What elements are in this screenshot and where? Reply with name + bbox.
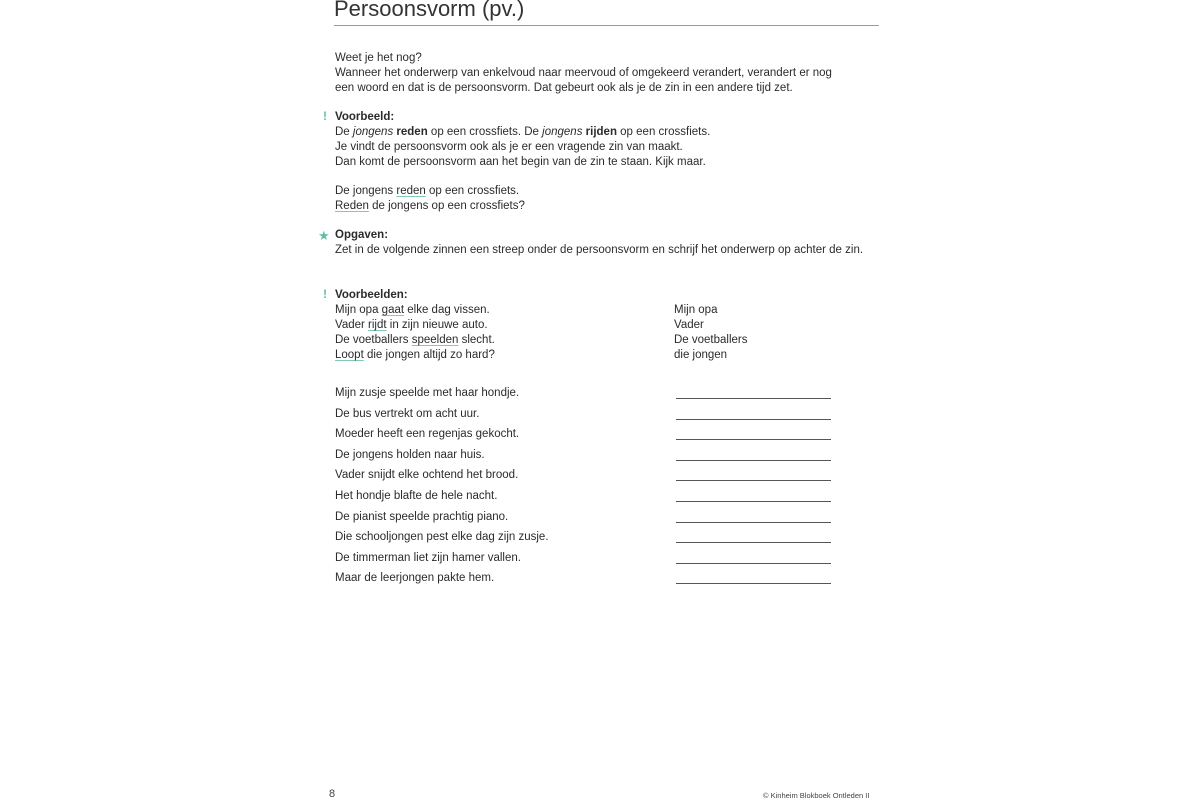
exercise-row (335, 552, 835, 573)
example-answer: De voetballers (674, 334, 748, 346)
exercise-sentence: Vader snijdt elke ochtend het brood. (335, 469, 519, 482)
intro-line-1: Weet je het nog? (335, 52, 422, 64)
voorbeelden-sentences (335, 303, 495, 363)
example-sentence: Vader rijdt in zijn nieuwe auto. (335, 319, 488, 331)
intro-line-2: Wanneer het onderwerp van enkelvoud naar meervoud of omgekeerd verandert, verandert er nog (335, 67, 832, 79)
exercise-sentence: Die schooljongen pest elke dag zijn zusje. (335, 531, 549, 544)
answer-line[interactable] (676, 439, 831, 440)
example-sentence: De voetballers speelden slecht. (335, 334, 495, 346)
exercise-sentence: De timmerman liet zijn hamer vallen. (335, 551, 521, 564)
opgaven-instruction: Zet in de volgende zinnen een streep onder de persoonsvorm en schrijf het onderwerp op achter de zin. (335, 244, 864, 256)
exercise-row (335, 449, 835, 470)
voorbeeld-line-3: Dan komt de persoonsvorm aan het begin van de zin te staan. Kijk maar. (335, 156, 706, 168)
voorbeeld-section (335, 110, 865, 170)
star-icon: ★ (318, 228, 330, 243)
title-divider (334, 25, 879, 26)
exercise-row (335, 469, 835, 490)
exercise-list (335, 387, 835, 593)
exercise-sentence: Het hondje blafte de hele nacht. (335, 489, 498, 502)
voorbeeld-question-demo (335, 184, 865, 214)
voorbeelden-answers (674, 303, 748, 363)
exercise-sentence: Maar de leerjongen pakte hem. (335, 572, 495, 585)
answer-line[interactable] (676, 563, 831, 564)
voorbeeld-line-2: Je vindt de persoonsvorm ook als je er een vragende zin van maakt. (335, 141, 683, 153)
page-number: 8 (329, 788, 336, 800)
copyright-notice: © Kinheim Blokboek Ontleden II (763, 791, 870, 800)
answer-line[interactable] (676, 522, 831, 523)
exercise-row (335, 387, 835, 408)
exercise-row (335, 572, 835, 593)
exercise-row (335, 531, 835, 552)
exercise-sentence: De jongens holden naar huis. (335, 448, 485, 461)
page-title: Persoonsvorm (pv.) (334, 0, 525, 21)
voorbeeld-line-1: De jongens reden op een crossfiets. De jongens rijden op een crossfiets. (335, 126, 711, 138)
exercise-sentence: De bus vertrekt om acht uur. (335, 407, 480, 420)
answer-line[interactable] (676, 398, 831, 399)
opgaven-heading: Opgaven: (335, 229, 389, 241)
example-answer: Mijn opa (674, 304, 718, 316)
answer-line[interactable] (676, 501, 831, 502)
example-sentence: Mijn opa gaat elke dag vissen. (335, 304, 490, 316)
intro-line-3: een woord en dat is de persoonsvorm. Dat gebeurt ook als je de zin in een andere tijd zet. (335, 82, 793, 94)
intro-text (335, 51, 865, 96)
answer-line[interactable] (676, 542, 831, 543)
exercise-sentence: Moeder heeft een regenjas gekocht. (335, 428, 520, 441)
exclamation-icon: ! (323, 287, 327, 301)
demo-question: Reden de jongens op een crossfiets? (335, 200, 525, 212)
answer-line[interactable] (676, 480, 831, 481)
exercise-sentence: Mijn zusje speelde met haar hondje. (335, 387, 520, 399)
answer-line[interactable] (676, 460, 831, 461)
opgaven-section (335, 228, 865, 258)
example-sentence: Loopt die jongen altijd zo hard? (335, 349, 495, 361)
exercise-row (335, 428, 835, 449)
answer-line[interactable] (676, 583, 831, 584)
example-answer: die jongen (674, 349, 728, 361)
example-answer: Vader (674, 319, 704, 331)
exercise-row (335, 511, 835, 532)
exercise-sentence: De pianist speelde prachtig piano. (335, 510, 509, 523)
exercise-row (335, 408, 835, 429)
exercise-row (335, 490, 835, 511)
answer-line[interactable] (676, 419, 831, 420)
exclamation-icon: ! (323, 109, 327, 123)
voorbeelden-heading: Voorbeelden: (335, 289, 408, 301)
demo-statement: De jongens reden op een crossfiets. (335, 185, 520, 197)
voorbeeld-heading: Voorbeeld: (335, 111, 395, 123)
